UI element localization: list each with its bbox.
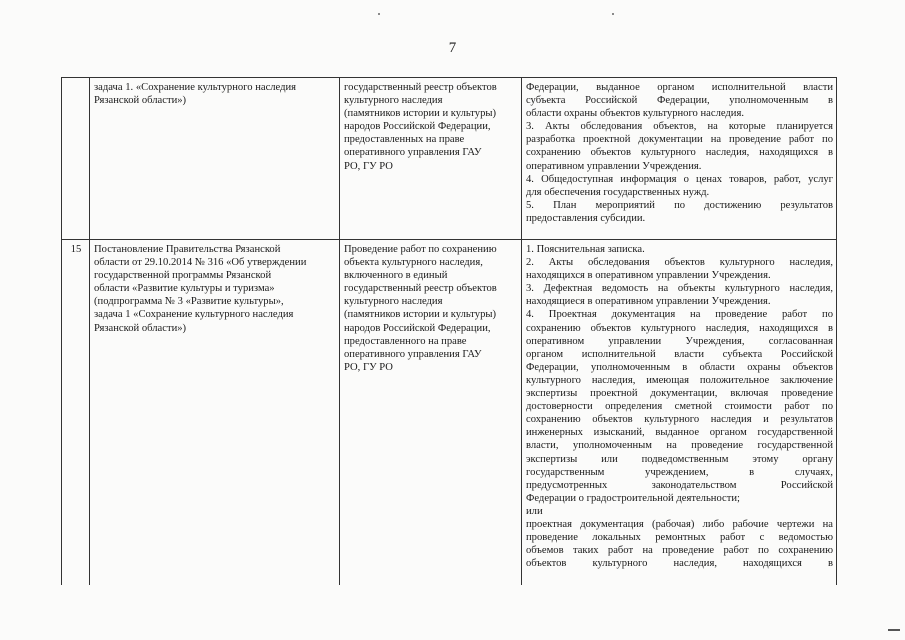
document-line: сохранению объектов культурного наследия, находящихся в xyxy=(526,147,833,159)
document-line: 3. Акты обследования объектов, на которые планируется xyxy=(526,121,833,133)
scan-edge-mark xyxy=(888,629,900,631)
document-line: области охраны объектов культурного наследия. xyxy=(526,108,744,120)
text-line: задача 1. «Сохранение культурного наследия xyxy=(94,82,297,93)
document-line: 4. Проектная документация на проведение работ по xyxy=(526,309,833,321)
document-line: проектная документация (рабочая) либо рабочие чертежи на xyxy=(526,518,833,530)
text-line: народов Российской Федерации, xyxy=(344,322,491,334)
document-line: Федерации, выданное органом исполнительной власти xyxy=(526,82,833,93)
text-line: предоставленного на праве xyxy=(344,335,467,347)
document-line: сохранению объектов культурного наследия, находящихся в xyxy=(526,322,833,334)
document-line: оперативном управлении Учреждения. xyxy=(526,160,702,172)
text-line: государственный реестр объектов xyxy=(344,82,497,93)
document-line: власти, уполномоченным на проведение государственной xyxy=(526,440,833,452)
text-line: РО, ГУ РО xyxy=(344,160,393,172)
table-row xyxy=(62,78,837,240)
text-line: (памятников истории и культуры) xyxy=(344,108,497,120)
text-line: задача 1 «Сохранение культурного наследия xyxy=(94,309,294,321)
document-line: находящиеся в оперативном управлении Учреждения. xyxy=(526,296,771,308)
document-line: органом исполнительной власти субъекта Российской xyxy=(526,348,833,360)
text-line: включенного в единый xyxy=(344,270,448,282)
text-line: предоставленных на праве xyxy=(344,134,465,146)
text-line: РО, ГУ РО xyxy=(344,361,393,373)
text-line: Рязанской области») xyxy=(94,322,187,334)
document-line: культурного наследия, имеющая положительное заключение xyxy=(526,374,833,386)
document-line: 3. Дефектная ведомость на объекты культурного наследия, xyxy=(526,283,833,295)
document-line: предоставления субсидии. xyxy=(526,212,646,224)
text-line: культурного наследия xyxy=(344,95,443,107)
document-line: 4. Общедоступная информация о ценах товаров, работ, услуг xyxy=(526,173,833,185)
text-line: оперативного управления ГАУ xyxy=(344,147,482,159)
text-line: (подпрограмма № 3 «Развитие культуры», xyxy=(94,296,284,308)
legal-basis-cell xyxy=(90,78,340,240)
page-number: 7 xyxy=(448,40,457,56)
document-line: оперативном управлении Учреждения, согласованная xyxy=(526,335,833,347)
text-line: культурного наследия xyxy=(344,296,443,308)
document-line: Федерации о градостроительной деятельности; xyxy=(526,492,740,504)
document-line: проведение локальных ремонтных работ с ведомостью xyxy=(526,532,833,544)
subsidy-purpose-cell xyxy=(340,78,522,240)
document-line: объемов таких работ на проведение работ по сохранению xyxy=(526,545,833,557)
text-line: Проведение работ по сохранению xyxy=(344,244,497,255)
document-line: государственным учреждением, в случаях, xyxy=(526,466,833,478)
text-line: Постановление Правительства Рязанской xyxy=(94,244,281,255)
document-line: 1. Пояснительная записка. xyxy=(526,244,645,255)
scan-speck xyxy=(612,13,614,15)
document-line: инженерных изысканий, выданное органом государственной xyxy=(526,427,833,439)
document-line: Федерации, уполномоченным в области охраны объектов xyxy=(526,361,833,373)
text-line: народов Российской Федерации, xyxy=(344,121,491,133)
text-line: государственный реестр объектов xyxy=(344,283,497,295)
row-number-cell xyxy=(62,78,90,240)
document-line: объектов культурного наследия, находящихся в xyxy=(526,558,833,570)
text-line: (памятников истории и культуры) xyxy=(344,309,497,321)
scan-speck xyxy=(378,13,380,15)
document-line: 2. Акты обследования объектов культурного наследия, xyxy=(526,257,833,269)
document-table xyxy=(61,77,837,585)
document-line: для обеспечения государственных нужд. xyxy=(526,186,710,198)
document-line: достоверности определения сметной стоимости работ по xyxy=(526,401,833,413)
text-line: объекта культурного наследия, xyxy=(344,257,483,269)
document-line: экспертизы или подведомственным этому органу xyxy=(526,453,833,465)
row-number-cell: 15 xyxy=(62,240,90,586)
text-line: Рязанской области») xyxy=(94,95,187,107)
legal-basis-cell xyxy=(90,240,340,586)
table-row xyxy=(62,240,837,586)
document-line: субъекта Российской Федерации, уполномоченным в xyxy=(526,95,833,107)
text-line: области «Развитие культуры и туризма» xyxy=(94,283,275,295)
documents-list-cell xyxy=(522,240,837,586)
document-line: предусмотренных законодательством Российской xyxy=(526,479,833,491)
document-line: экспертизы проектной документации, включая проведение xyxy=(526,388,833,400)
document-line: 5. План мероприятий по достижению результатов xyxy=(526,199,833,211)
document-line: сохранению объектов культурного наследия и результатов xyxy=(526,414,833,426)
text-line: государственной программы Рязанской xyxy=(94,270,272,282)
document-line: находящихся в оперативном управлении Учреждения. xyxy=(526,270,771,282)
text-line: оперативного управления ГАУ xyxy=(344,348,482,360)
documents-list-cell xyxy=(522,78,837,240)
subsidy-purpose-cell xyxy=(340,240,522,586)
text-line: области от 29.10.2014 № 316 «Об утверждении xyxy=(94,257,307,269)
document-line: или xyxy=(526,505,543,517)
document-line: разработка проектной документации на проведение работ по xyxy=(526,134,833,146)
